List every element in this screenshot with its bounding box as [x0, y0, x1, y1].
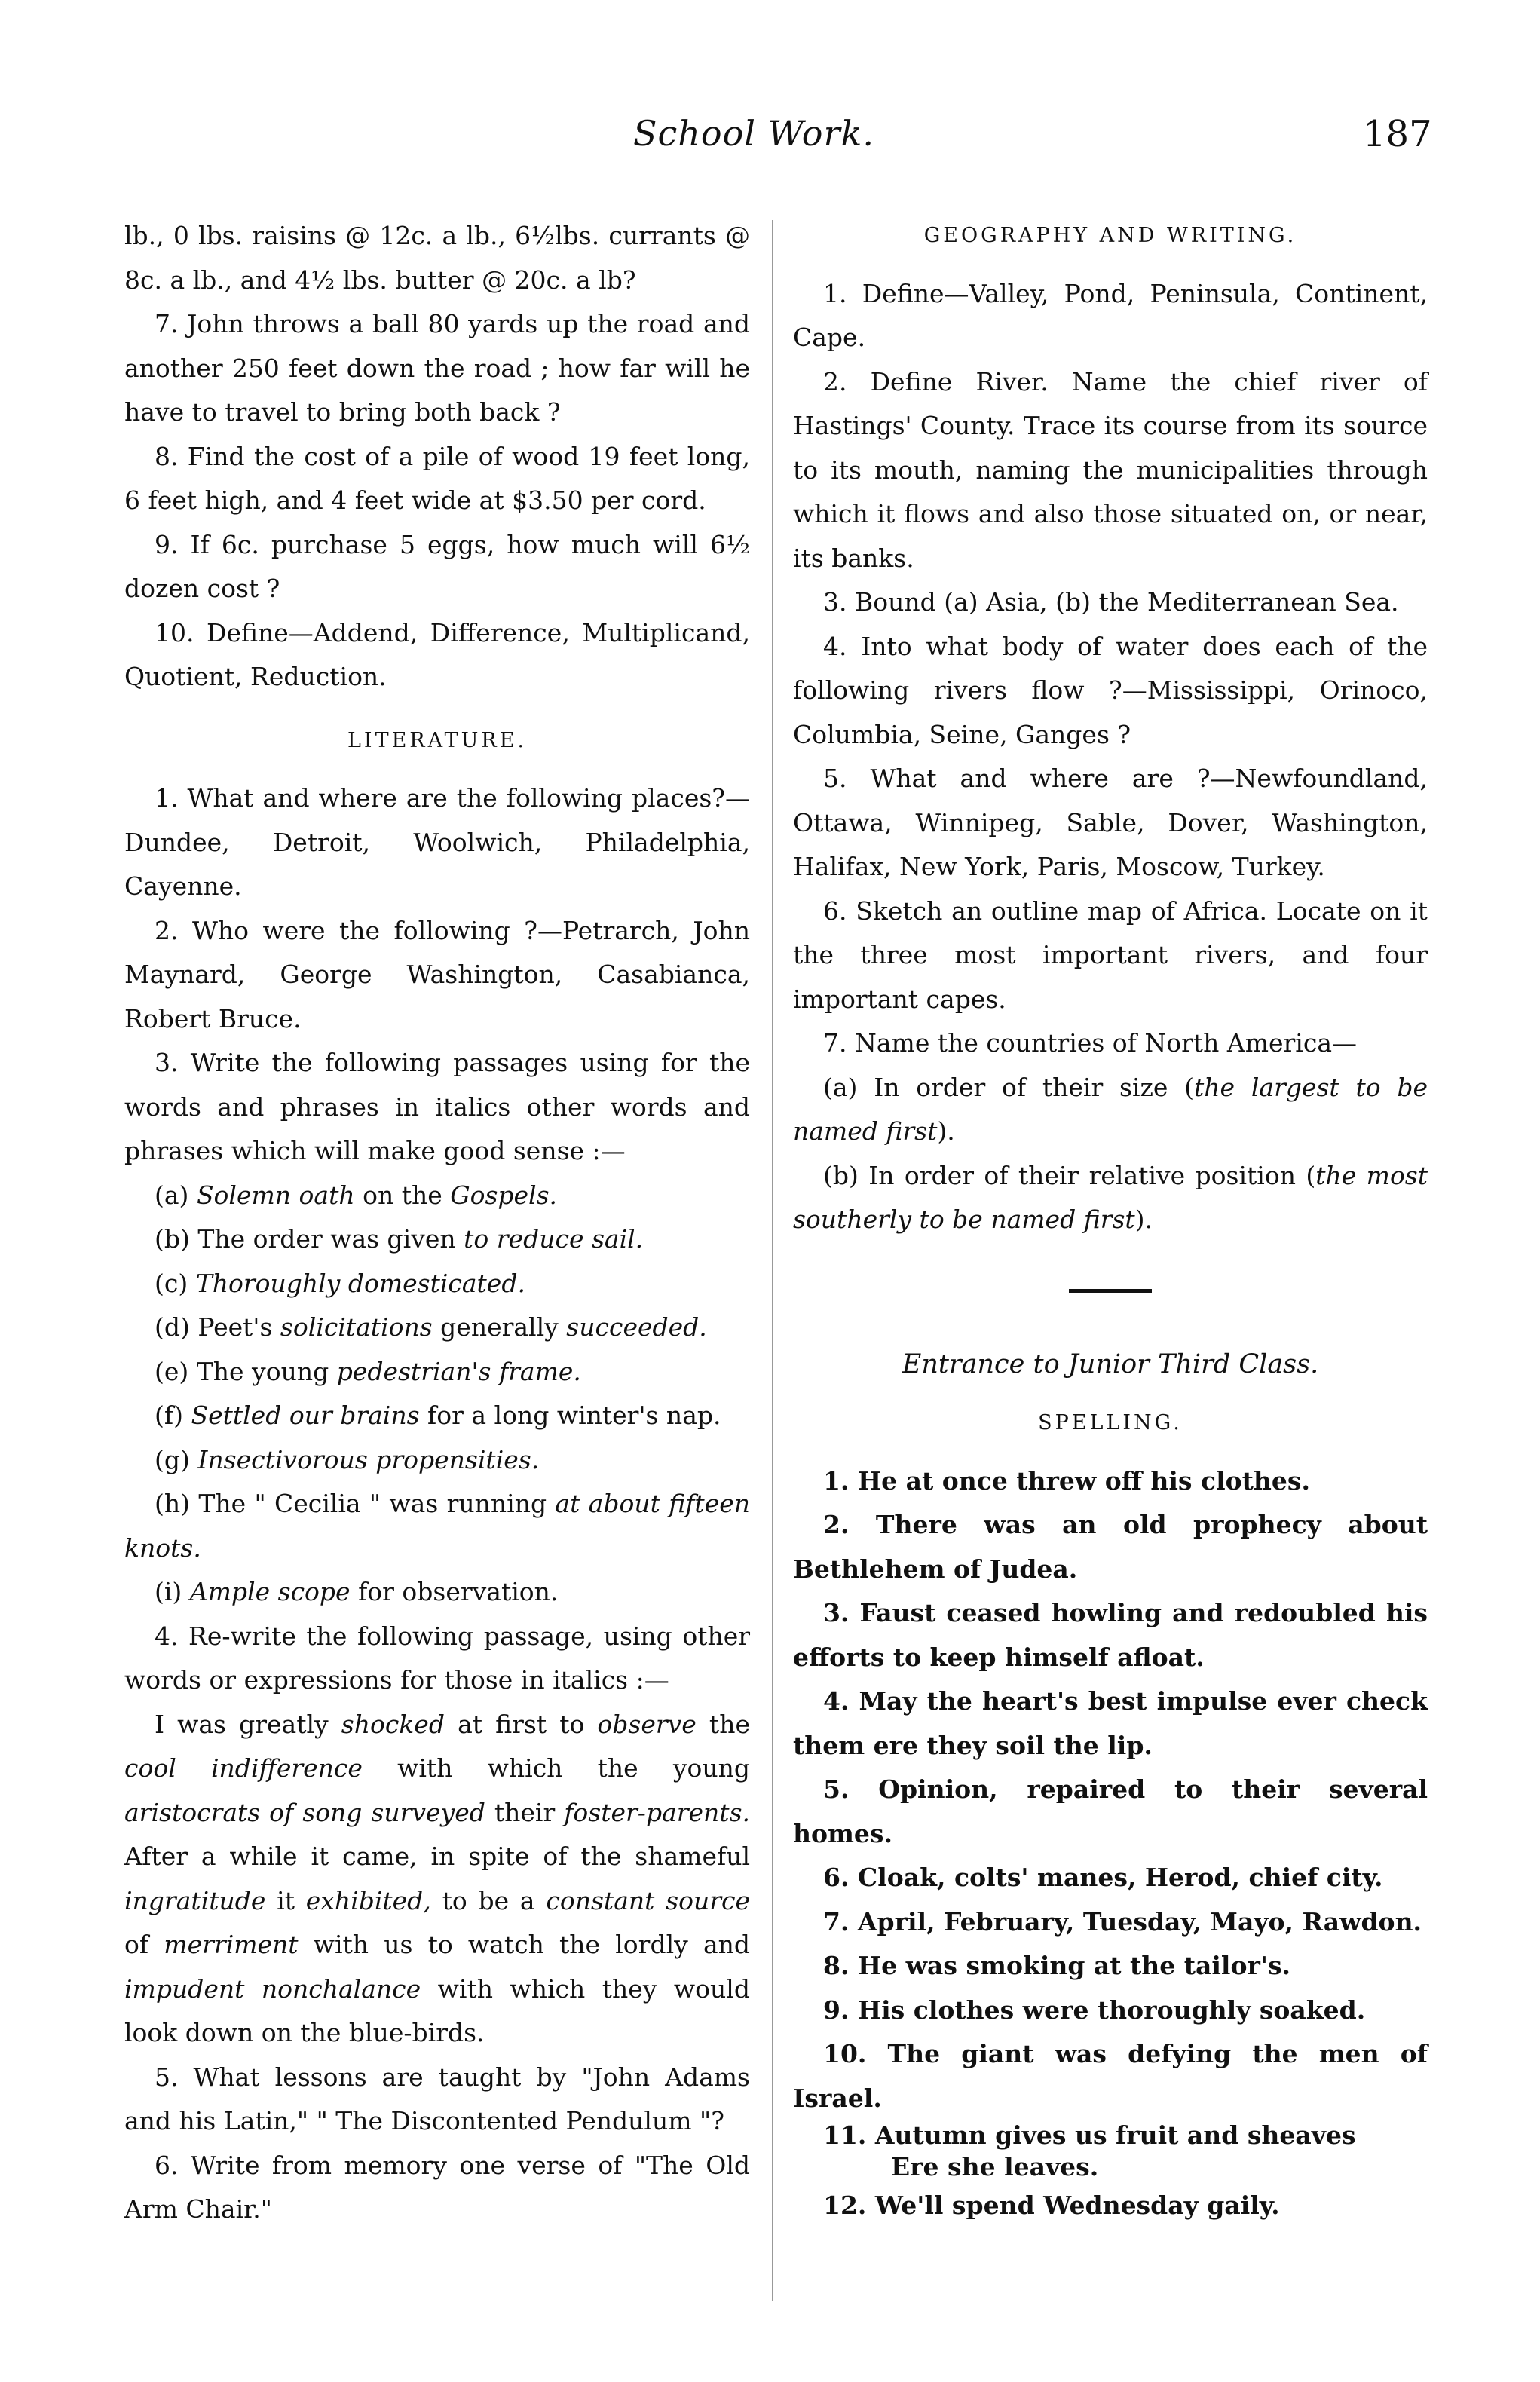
left-column	[124, 214, 750, 2232]
passage-d: (d) Peet's solicitations generally succeeded.	[155, 1312, 707, 1342]
geography-question-5: 5. What and where are ?—Newfoundland, Ottawa, Winnipeg, Sable, Dover, Washington, Halifax, New York, Paris, Moscow, Turkey.	[793, 764, 1428, 881]
spelling-item-11-line-2: Ere she leaves.	[891, 2152, 1099, 2181]
literature-question-3: 3. Write the following passages using for the words and phrases in italics other words and phrases which will make good sense :—	[124, 1048, 750, 1165]
arithmetic-question-continued: lb., 0 lbs. raisins @ 12c. a lb., 6½lbs. currants @ 8c. a lb., and 4½ lbs. butter @ 20c. a lb?	[124, 221, 750, 295]
spelling-item-11-line-1: 11. Autumn gives us fruit and sheaves	[823, 2120, 1356, 2150]
passage-a: (a) Solemn oath on the Gospels.	[155, 1180, 558, 1210]
literature-question-1: 1. What and where are the following places?—Dundee, Detroit, Woolwich, Philadelphia, Cayenne.	[124, 783, 750, 901]
literature-question-4: 4. Re-write the following passage, using other words or expressions for those in italics :—	[124, 1621, 750, 1695]
passage-i: (i) Ample scope for observation.	[155, 1577, 559, 1606]
spelling-item: 7. April, February, Tuesday, Mayo, Rawdon.	[823, 1906, 1422, 1937]
geography-question-2: 2. Define River. Name the chief river of Hastings' County. Trace its course from its source to its mouth, naming the municipalities through which it flows and also those situated on, or near, its banks.	[793, 366, 1428, 573]
spelling-item-12: 12. We'll spend Wednesday gaily.	[823, 2191, 1280, 2220]
literature-question-6: 6. Write from memory one verse of "The Old Arm Chair."	[124, 2150, 750, 2224]
geography-question-3: 3. Bound (a) Asia, (b) the Mediterranean Sea.	[823, 587, 1399, 617]
passage-g: (g) Insectivorous propensities.	[155, 1444, 540, 1474]
spelling-item: 5. Opinion, repaired to their several homes.	[793, 1774, 1428, 1848]
arithmetic-question-9: 9. If 6c. purchase 5 eggs, how much will 6½ dozen cost ?	[124, 529, 750, 603]
geography-question-1: 1. Define—Valley, Pond, Peninsula, Continent, Cape.	[793, 278, 1428, 352]
geography-question-7a: (a) In order of their size (the largest to be named first).	[793, 1072, 1428, 1146]
spelling-item: 3. Faust ceased howling and redoubled his efforts to keep himself afloat.	[793, 1598, 1428, 1672]
passage-b: (b) The order was given to reduce sail.	[155, 1224, 644, 1254]
geography-question-7: 7. Name the countries of North America—	[823, 1028, 1358, 1058]
passage-h: (h) The " Cecilia " was running at about fifteen knots.	[124, 1489, 750, 1563]
page-number: 187	[1363, 113, 1432, 155]
right-column	[793, 214, 1428, 2228]
class-title: Entrance to Junior Third Class.	[902, 1349, 1319, 1379]
section-rule	[1069, 1289, 1152, 1293]
passage-e: (e) The young pedestrian's frame.	[155, 1356, 581, 1386]
literature-heading: LITERATURE.	[347, 728, 528, 752]
spelling-item: 6. Cloak, colts' manes, Herod, chief city.	[823, 1863, 1383, 1892]
spelling-item: 9. His clothes were thoroughly soaked.	[823, 1995, 1366, 2025]
arithmetic-question-10: 10. Define—Addend, Difference, Multiplicand, Quotient, Reduction.	[124, 617, 750, 691]
spelling-heading: SPELLING.	[1038, 1411, 1183, 1434]
geography-heading: GEOGRAPHY AND WRITING.	[923, 224, 1297, 247]
passage-c: (c) Thoroughly domesticated.	[155, 1268, 525, 1298]
page-header	[0, 113, 1540, 181]
spelling-item: 2. There was an old prophecy about Bethlehem of Judea.	[793, 1510, 1428, 1584]
geography-question-6: 6. Sketch an outline map of Africa. Locate on it the three most important rivers, and four important capes.	[793, 896, 1428, 1014]
literature-question-2: 2. Who were the following ?—Petrarch, John Maynard, George Washington, Casabianca, Robert Bruce.	[124, 915, 750, 1033]
column-divider	[772, 220, 773, 2301]
spelling-item: 8. He was smoking at the tailor's.	[823, 1951, 1291, 1980]
spelling-item: 4. May the heart's best impulse ever check them ere they soil the lip.	[793, 1686, 1428, 1760]
spelling-item: 10. The giant was defying the men of Israel.	[793, 2039, 1428, 2113]
spelling-list	[793, 1459, 1428, 2228]
passage-f: (f) Settled our brains for a long winter's nap.	[155, 1401, 721, 1430]
rewrite-passage: I was greatly shocked at first to observe the cool indifference with which the young aristocrats of song surveyed their foster-parents. After a while it came, in spite of the shameful ingratitude it exhibited, to be a constant source of merriment with us to watch the lordly and impudent nonchalance with which they would look down on the blue-birds.	[124, 1709, 751, 2047]
spelling-item: 1. He at once threw off his clothes.	[823, 1465, 1310, 1496]
arithmetic-question-8: 8. Find the cost of a pile of wood 19 feet long, 6 feet high, and 4 feet wide at $3.50 per cord.	[124, 441, 750, 515]
running-title: School Work.	[633, 113, 874, 154]
geography-question-4: 4. Into what body of water does each of the following rivers flow ?—Mississippi, Orinoco, Columbia, Seine, Ganges ?	[793, 631, 1428, 749]
geography-question-7b: (b) In order of their relative position (the most southerly to be named first).	[793, 1160, 1428, 1234]
literature-question-5: 5. What lessons are taught by "John Adams and his Latin," " The Discontented Pendulum "?	[124, 2062, 750, 2136]
arithmetic-question-7: 7. John throws a ball 80 yards up the road and another 250 feet down the road ; how far will he have to travel to bring both back ?	[124, 309, 750, 427]
